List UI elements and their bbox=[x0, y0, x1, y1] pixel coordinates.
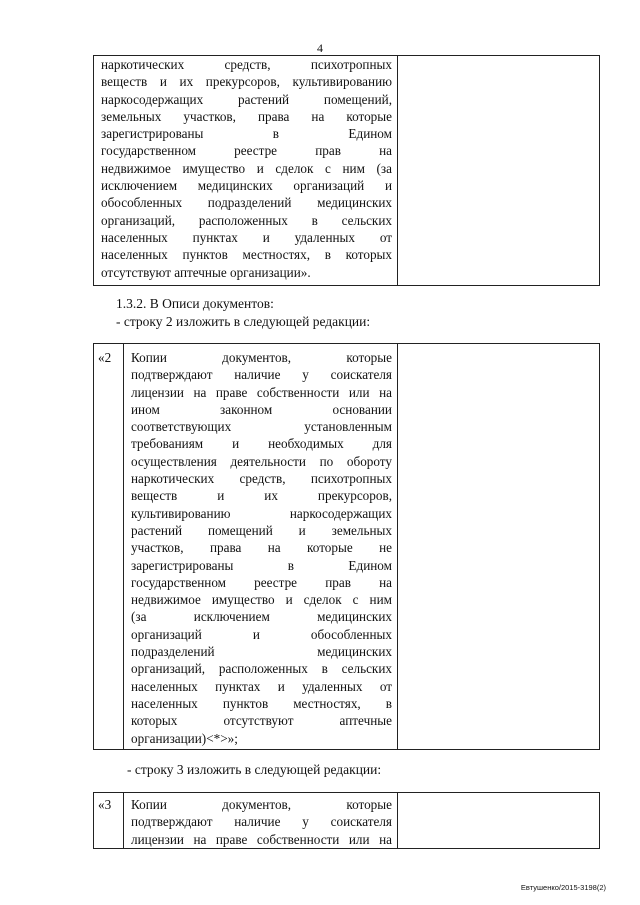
text-line: отсутствуют аптечные организации». bbox=[101, 264, 311, 280]
table-cell-empty bbox=[398, 344, 600, 750]
table-row bbox=[94, 793, 600, 849]
text-line: соответствующих установленным bbox=[131, 419, 392, 435]
text-line: подтверждают наличие у соискателя bbox=[131, 367, 392, 383]
cell-text bbox=[124, 344, 397, 749]
text-line: организаций, расположенных в сельских bbox=[101, 212, 392, 228]
text-line: культивированию наркосодержащих bbox=[131, 505, 392, 521]
text-line: (за исключением медицинских bbox=[131, 609, 392, 625]
text-line: Копии документов, которые bbox=[131, 797, 392, 812]
text-line: которых отсутствуют аптечные bbox=[131, 713, 392, 729]
table-row-2 bbox=[93, 343, 600, 750]
text-line: населенных пунктах и удаленных от bbox=[131, 678, 392, 694]
table-cell-number bbox=[94, 344, 124, 750]
text-line: населенных пунктах и удаленных от bbox=[101, 229, 392, 245]
instruction-row-3: - строку 3 изложить в следующей редакции: bbox=[127, 762, 382, 777]
instruction-row-2: - строку 2 изложить в следующей редакции: bbox=[116, 314, 371, 329]
row-number: «2 bbox=[98, 350, 112, 365]
text-line: государственном реестре прав на bbox=[131, 574, 392, 590]
text-line: лицензии на праве собственности или на bbox=[131, 384, 392, 400]
table-cell-number bbox=[94, 793, 124, 849]
text-line: обособленных подразделений медицинских bbox=[101, 195, 392, 211]
table-row-3 bbox=[93, 792, 600, 849]
table-cell-text bbox=[94, 56, 398, 286]
text-line: населенных пунктов местностях, в bbox=[131, 695, 392, 711]
text-line: государственном реестре прав на bbox=[101, 143, 392, 159]
row-number: «3 bbox=[98, 797, 112, 812]
text-line: Копии документов, которые bbox=[131, 350, 392, 365]
text-line: осуществления деятельности по обороту bbox=[131, 453, 392, 469]
text-line: земельных участков, права на которые bbox=[101, 108, 392, 124]
text-line: веществ и их прекурсоров, культивированию bbox=[101, 74, 392, 90]
text-line: подразделений медицинских bbox=[131, 644, 392, 660]
text-line: исключением медицинских организаций и bbox=[101, 178, 392, 194]
text-line: зарегистрированы в Едином bbox=[131, 557, 392, 573]
cell-text bbox=[124, 793, 397, 848]
text-line: недвижимое имущество и сделок с ним bbox=[131, 592, 392, 608]
text-line: организации)<*>»; bbox=[131, 730, 238, 746]
footer-code: Евтушенко/2015-3198(2) bbox=[520, 883, 606, 892]
text-line: населенных пунктов местностях, в которых bbox=[101, 247, 392, 263]
text-line: подтверждают наличие у соискателя bbox=[131, 814, 392, 830]
text-line: участков, права на которые не bbox=[131, 540, 392, 556]
table-cell-text bbox=[124, 344, 398, 750]
table-row bbox=[94, 56, 600, 286]
table-row bbox=[94, 344, 600, 750]
text-line: растений помещений и земельных bbox=[131, 522, 392, 538]
table-continuation bbox=[93, 55, 600, 286]
text-line: наркотических средств, психотропных bbox=[101, 57, 392, 72]
text-line: ином законном основании bbox=[131, 401, 392, 417]
text-line: наркотических средств, психотропных bbox=[131, 471, 392, 487]
table-cell-text bbox=[124, 793, 398, 849]
page-number: 4 bbox=[317, 41, 323, 55]
table-cell-empty bbox=[398, 56, 600, 286]
text-line: наркосодержащих растений помещений, bbox=[101, 91, 392, 107]
section-heading: 1.3.2. В Описи документов: bbox=[116, 296, 274, 311]
cell-text bbox=[94, 56, 397, 285]
text-line: недвижимое имущество и сделок с ним (за bbox=[101, 160, 392, 176]
table-cell-empty bbox=[398, 793, 600, 849]
text-line: организаций, расположенных в сельских bbox=[131, 661, 392, 677]
text-line: требованиям и необходимых для bbox=[131, 436, 392, 452]
text-line: организаций и обособленных bbox=[131, 626, 392, 642]
text-line: лицензии на праве собственности или на bbox=[131, 831, 392, 847]
text-line: зарегистрированы в Едином bbox=[101, 126, 392, 142]
text-line: веществ и их прекурсоров, bbox=[131, 488, 392, 504]
